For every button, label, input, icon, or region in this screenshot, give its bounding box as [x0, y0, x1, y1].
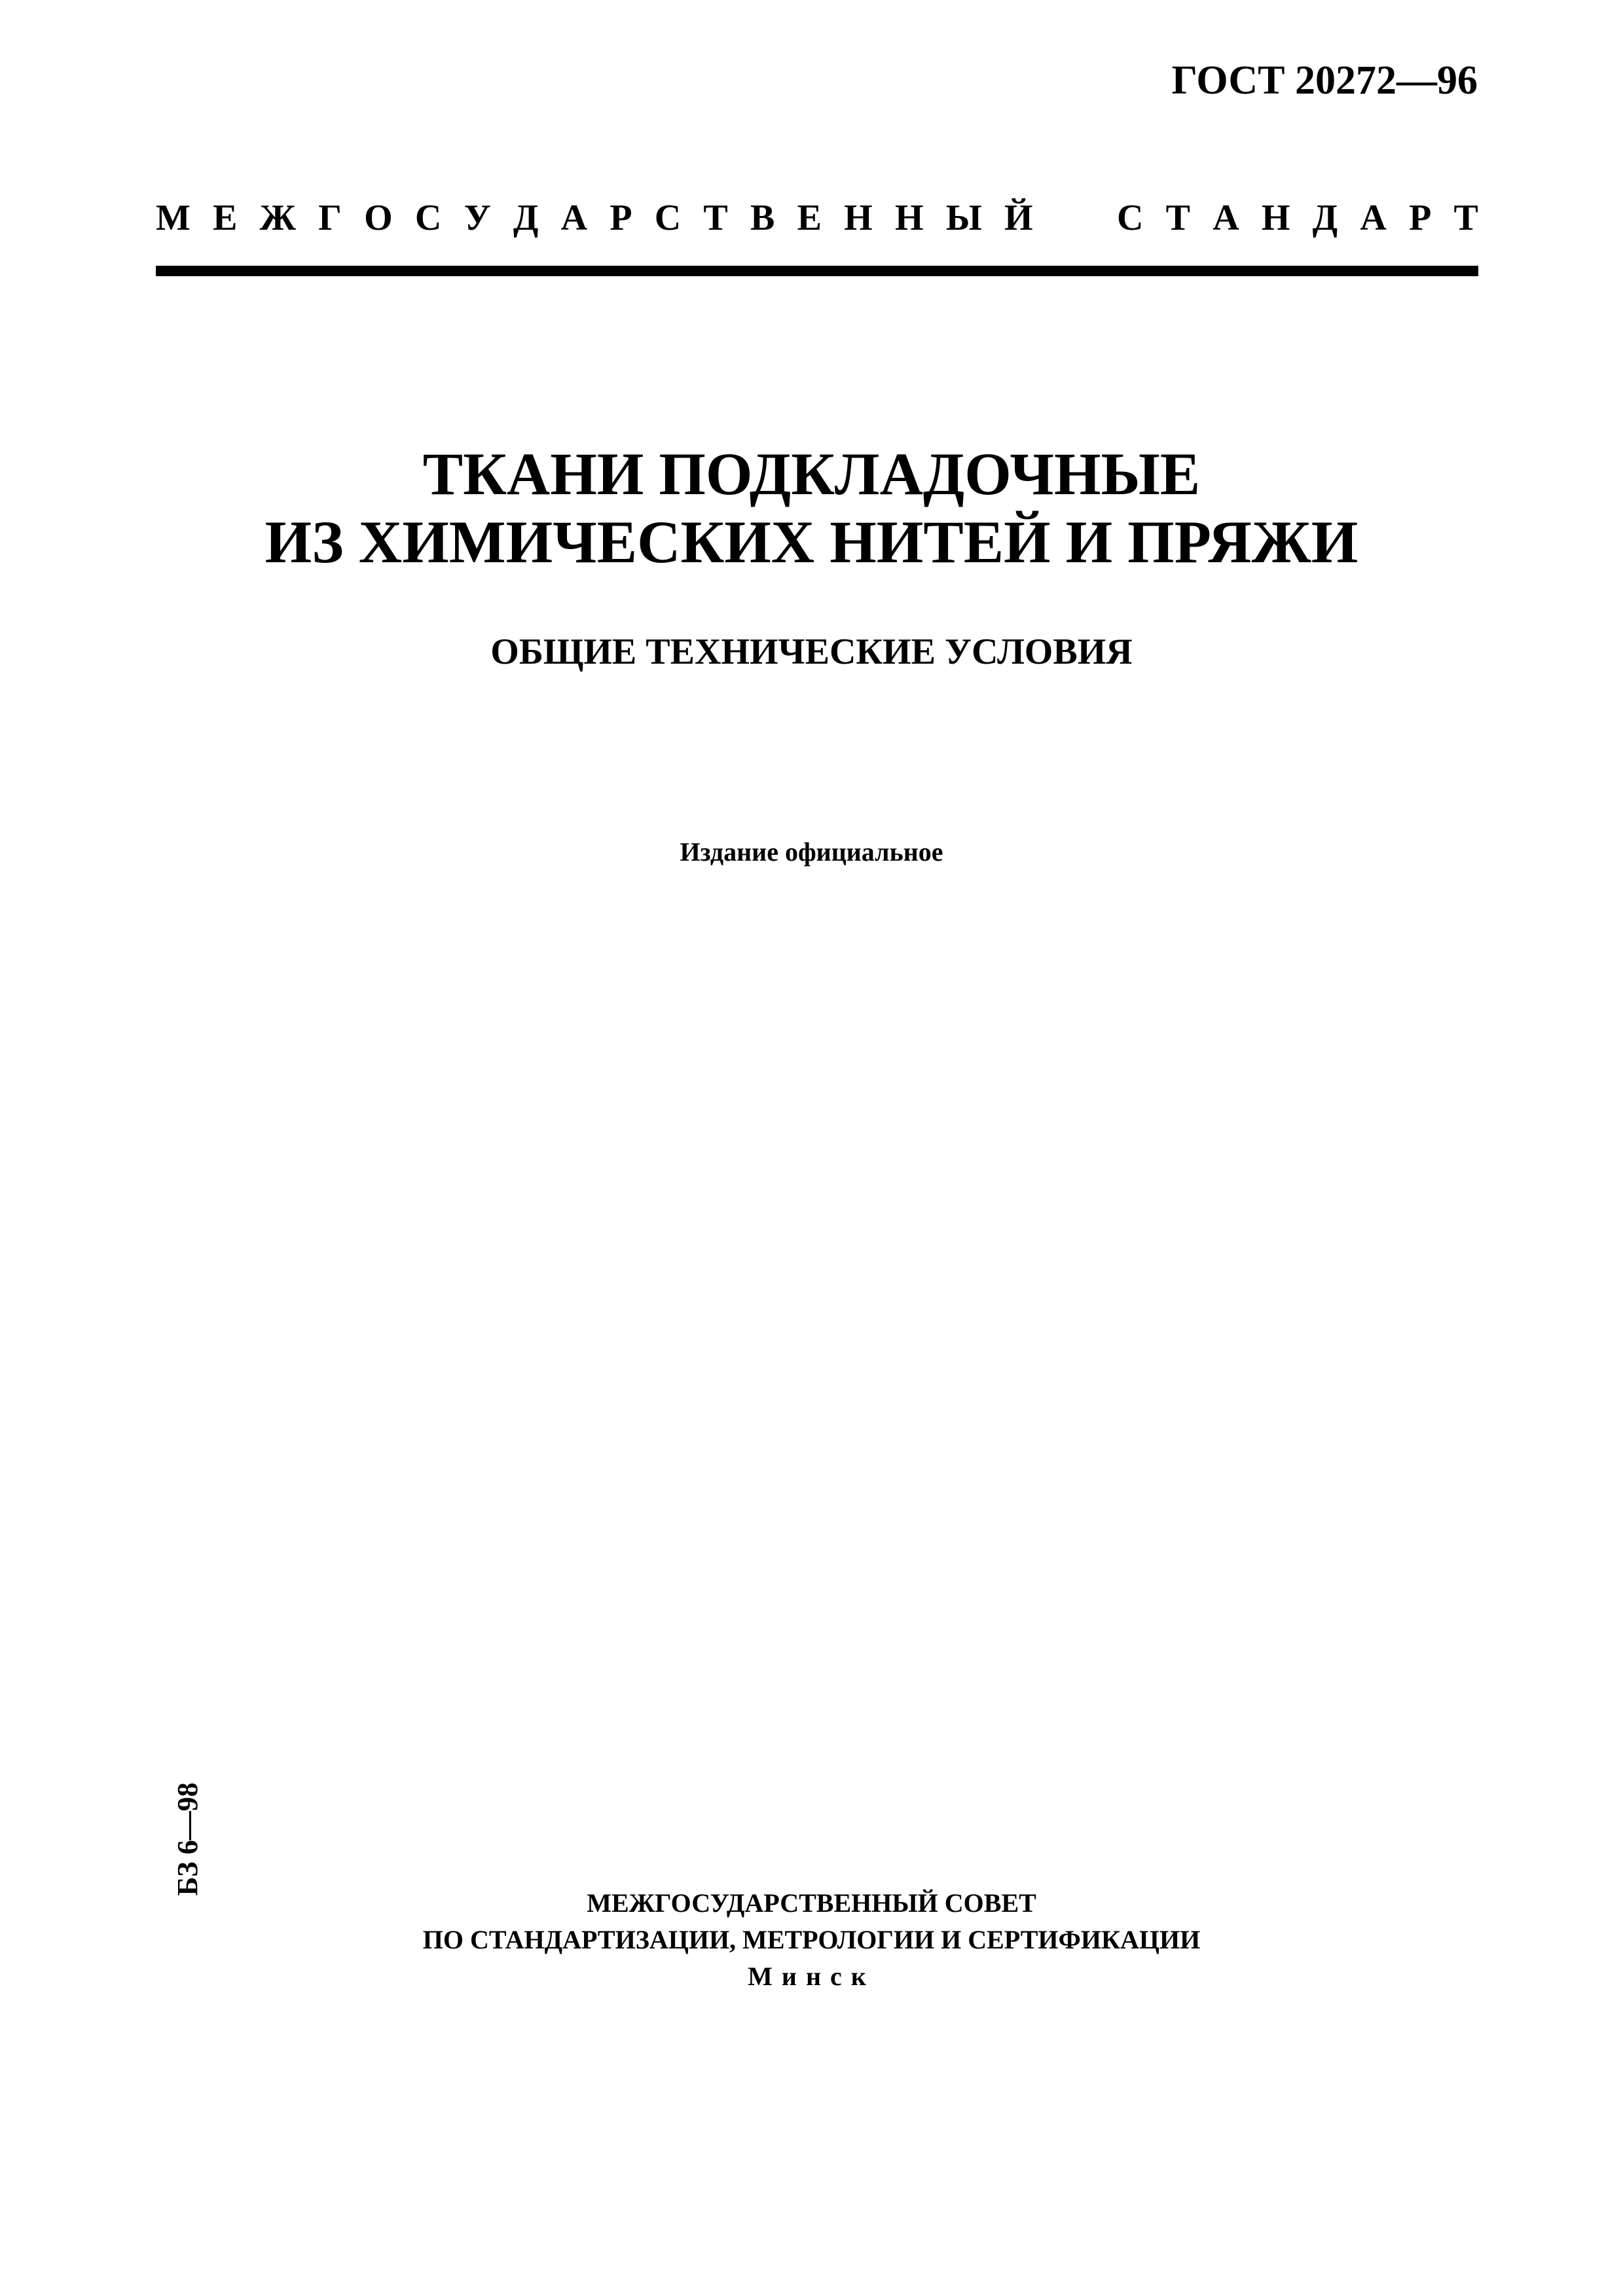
publisher-city: Минск [748, 1962, 875, 1991]
standard-type-letter: Г [318, 198, 342, 238]
document-subtitle: ОБЩИЕ ТЕХНИЧЕСКИЕ УСЛОВИЯ [490, 632, 1133, 672]
document-title [0, 440, 1623, 576]
standard-type-letter: С [1116, 198, 1144, 238]
document-number: ГОСТ 20272—96 [1171, 58, 1478, 103]
standard-type-letter: Е [797, 198, 822, 238]
title-line-1: ТКАНИ ПОДКЛАДОЧНЫЕ [422, 440, 1201, 507]
standard-type-letter: Ж [259, 198, 297, 238]
standard-type-letter: Т [1453, 198, 1478, 238]
standard-type-letter: В [750, 198, 775, 238]
publisher-line-2: ПО СТАНДАРТИЗАЦИИ, МЕТРОЛОГИИ И СЕРТИФИКАЦИИ [422, 1925, 1201, 1954]
standard-type-letter: Е [213, 198, 238, 238]
standard-type-letter: А [560, 198, 588, 238]
standard-type-letter: А [1213, 198, 1239, 238]
standard-type-letter: Р [1409, 198, 1432, 238]
standard-type-letter: Ы [945, 198, 982, 238]
standard-type-word-gap [1055, 200, 1095, 236]
standard-type-letter: Д [513, 198, 539, 238]
header-rule [156, 266, 1478, 276]
standard-type-letter: Й [1004, 198, 1033, 238]
standard-type-letter: О [364, 198, 393, 238]
standard-type-letter: М [156, 198, 191, 238]
standard-type-letter: А [1360, 198, 1387, 238]
standard-type-letter: С [414, 198, 442, 238]
standard-type-letter: Н [894, 198, 924, 238]
edition-note: Издание официальное [680, 837, 943, 867]
publisher-block [0, 1885, 1623, 1995]
standard-type-letter: Н [1261, 198, 1290, 238]
side-code: БЗ 6—98 [172, 1782, 204, 1896]
standard-type-letter: Т [1165, 198, 1190, 238]
publisher-line-1: МЕЖГОСУДАРСТВЕННЫЙ СОВЕТ [587, 1888, 1036, 1918]
standard-type-letter: Н [844, 198, 873, 238]
standard-type-letter: У [464, 198, 491, 238]
standard-type-letter: Т [703, 198, 728, 238]
standard-type-heading [156, 200, 1478, 236]
title-line-2: ИЗ ХИМИЧЕСКИХ НИТЕЙ И ПРЯЖИ [264, 509, 1359, 575]
standard-type-letter: С [654, 198, 682, 238]
standard-type-letter: Р [610, 198, 632, 238]
standard-type-letter: Д [1312, 198, 1338, 238]
